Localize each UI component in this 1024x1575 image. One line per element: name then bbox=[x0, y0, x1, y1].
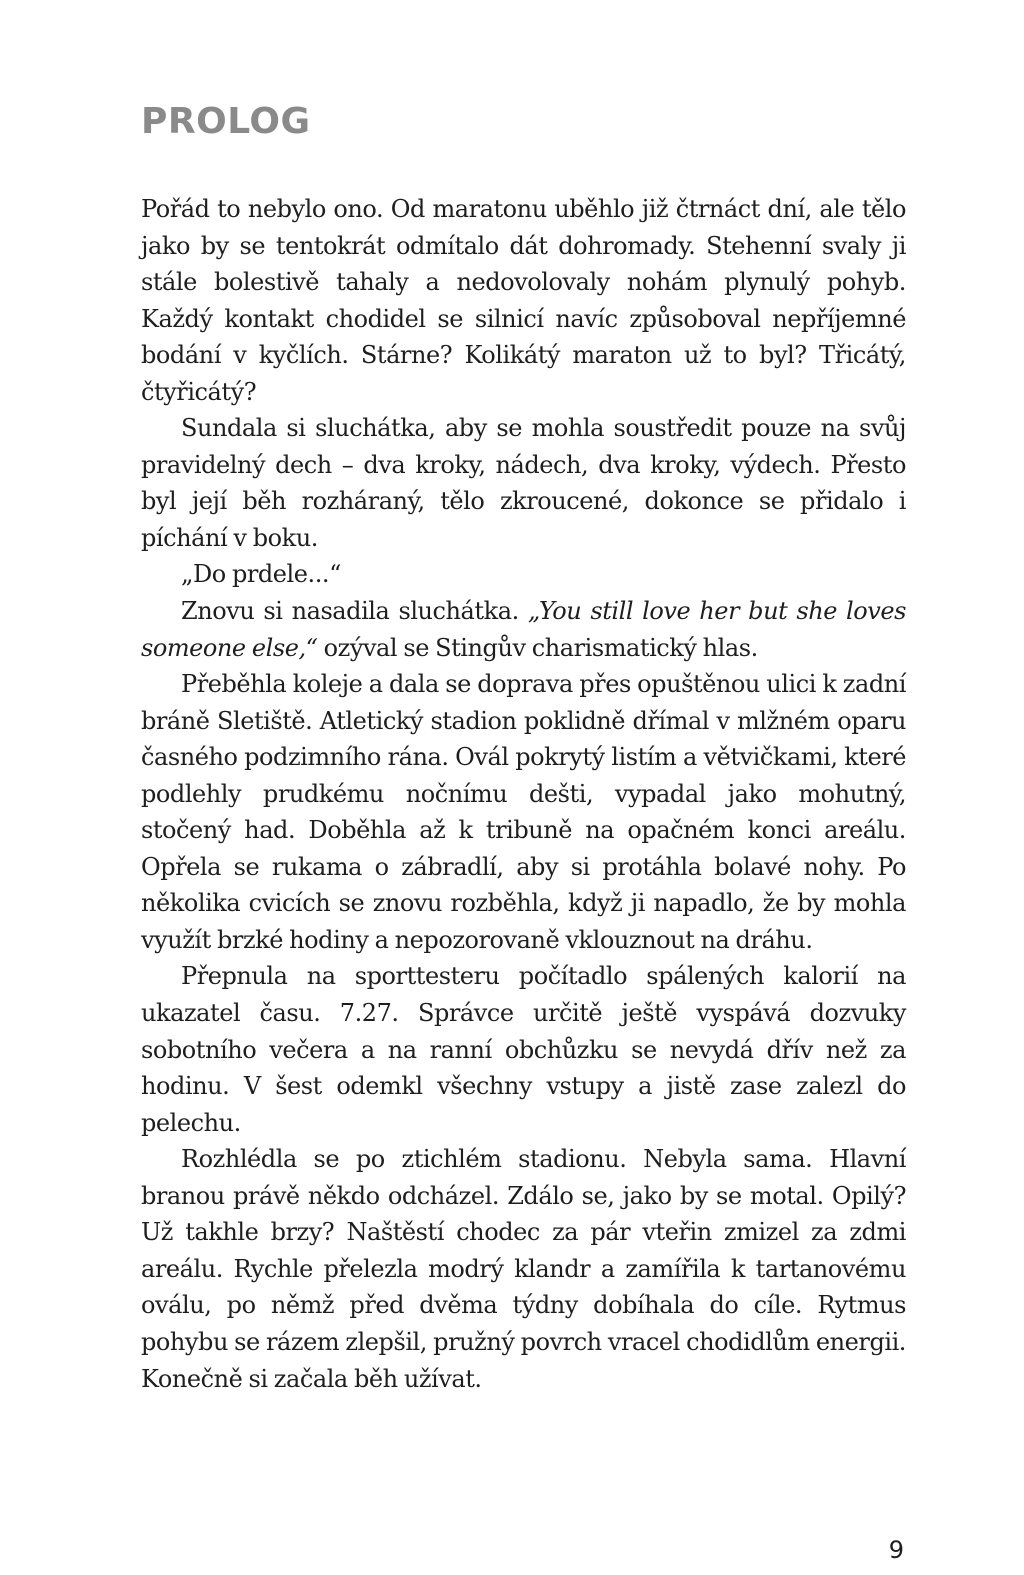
chapter-body bbox=[141, 191, 906, 1397]
page-number: 9 bbox=[888, 1536, 904, 1564]
paragraph-6: Přepnula na sporttesteru počítadlo spálených kalorií na ukazatel času. 7.27. Správce určitě ještě vyspává dozvuky sobotního večera a na ranní obchůzku se nevydá dřív než za hodinu. V šest odemkl všechny vstupy a jistě zase zalezl do pelechu. bbox=[141, 962, 906, 1137]
paragraph-4 bbox=[141, 593, 906, 666]
paragraph-5: Přeběhla koleje a dala se doprava přes opuštěnou ulici k zadní bráně Sletiště. Atletický stadion poklidně dřímal v mlžném oparu časného podzimního rána. Ovál pokrytý listím a větvičkami, které podlehly prudkému nočnímu dešti, vypadal jako mohutný, stočený had. Doběhla až k tribuně na opačném konci areálu. Opřela se rukama o zábradlí, aby si protáhla bolavé nohy. Po několika cvicích se znovu rozběhla, když ji napadlo, že by mohla využít brzké hodiny a nepozorovaně vklouznout na dráhu. bbox=[141, 670, 906, 954]
paragraph-2: Sundala si sluchátka, aby se mohla soustředit pouze na svůj pravidelný dech – dva kroky, nádech, dva kroky, výdech. Přesto byl její běh rozháraný, tělo zkroucené, dokonce se přidalo i píchání v boku. bbox=[141, 414, 906, 552]
paragraph-1: Pořád to nebylo ono. Od maratonu uběhlo již čtrnáct dní, ale tělo jako by se tentokrát odmítalo dát dohromady. Stehenní svaly ji stále bolestivě tahaly a nedovolovaly nohám plynulý pohyb. Každý kontakt chodidel se silnicí navíc způsoboval nepříjemné bodání v kyčlích. Stárne? Kolikátý maraton už to byl? Třicátý, čtyřicátý? bbox=[141, 195, 906, 406]
song-lyric-quote: „You still love her but she loves someone else,“ bbox=[141, 597, 906, 662]
paragraph-4-after: ozýval se Stingův charismatický hlas. bbox=[317, 633, 758, 662]
paragraph-4-before: Znovu si nasadila sluchátka. bbox=[181, 597, 528, 626]
chapter-title: PROLOG bbox=[141, 101, 311, 142]
paragraph-3: „Do prdele...“ bbox=[181, 560, 341, 589]
paragraph-7: Rozhlédla se po ztichlém stadionu. Nebyla sama. Hlavní branou právě někdo odcházel. Zdálo se, jako by se motal. Opilý? Už takhle brzy? Naštěstí chodec za pár vteřin zmizel za zdmi areálu. Rychle přelezla modrý klandr a zamířila k tartanovému oválu, po němž před dvěma týdny dobíhala do cíle. Rytmus pohybu se rázem zlepšil, pružný povrch vracel chodidlům energii. Konečně si začala běh užívat. bbox=[141, 1145, 906, 1393]
